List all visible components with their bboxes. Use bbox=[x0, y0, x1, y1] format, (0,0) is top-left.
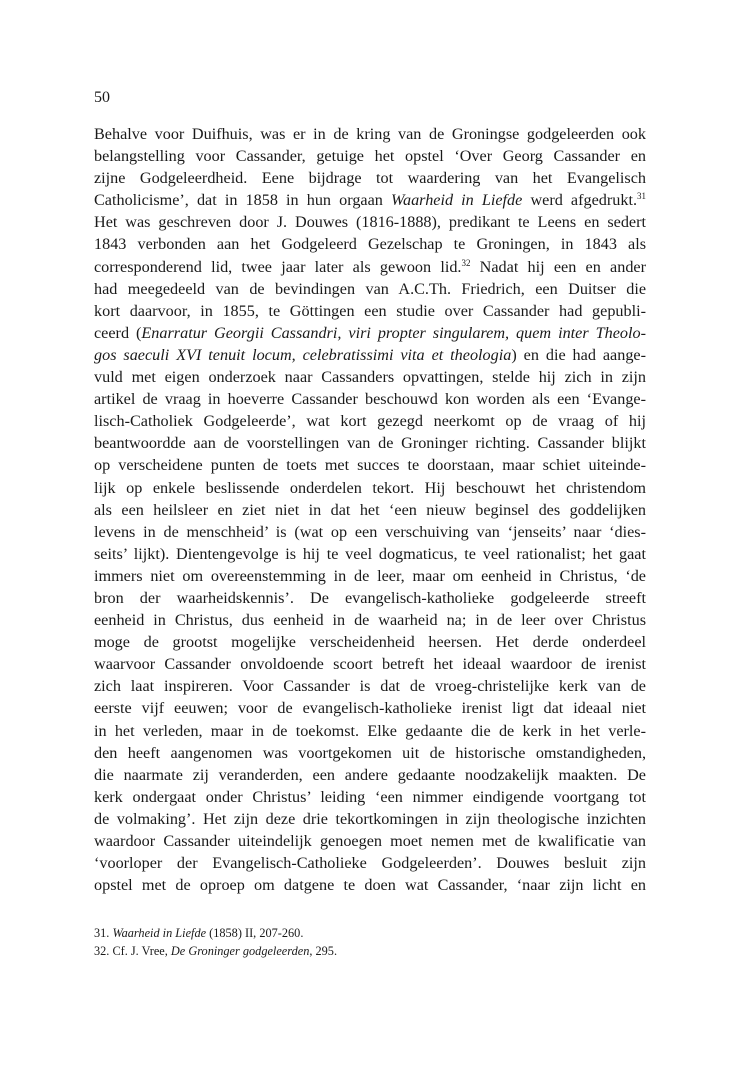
text-segment: (1858) II, 207-260. bbox=[206, 926, 304, 940]
text-line: die naarmate zij veranderden, een andere gedaante noodzakelijk maakten. De bbox=[94, 765, 646, 784]
text-line: den heeft aangenomen was voortgekomen uit de historische omstandigheden, bbox=[94, 743, 646, 762]
text-line bbox=[94, 256, 646, 278]
footnote bbox=[94, 943, 646, 961]
text-line: zijne Godgeleerdheid. Eene bijdrage tot waardering van het Evangelisch bbox=[94, 169, 646, 188]
footnote-number: 31. bbox=[94, 926, 113, 940]
body-text bbox=[94, 123, 646, 896]
text-line: de volmaking’. Het zijn deze drie tekortkomingen in zijn theologische inzichten bbox=[94, 809, 646, 828]
text-line: Behalve voor Duifhuis, was er in de kring van de Groningse godgeleerden ook bbox=[94, 125, 646, 143]
text-line: 1843 verbonden aan het Godgeleerd Gezelschap te Groningen, in 1843 als bbox=[94, 235, 646, 254]
text-segment: werd afgedrukt. bbox=[522, 191, 637, 210]
text-line: artikel de vraag in hoeverre Cassander beschouwd kon worden als een ‘Evange- bbox=[94, 390, 646, 409]
text-line: ‘voorloper der Evangelisch-Catholieke Godgeleerden’. Douwes besluit zijn bbox=[94, 854, 646, 873]
text-line: op verscheidene punten de toets met succes te doorstaan, maar schiet uiteinde- bbox=[94, 456, 646, 475]
footnote-reference: 32 bbox=[461, 257, 471, 268]
text-line: kerk ondergaat onder Christus’ leiding ‘een nimmer eindigende voortgang tot bbox=[94, 787, 646, 806]
text-line: immers niet om overeenstemming in de leer, maar om eenheid in Christus, ‘de bbox=[94, 566, 646, 585]
italic-title: gos saeculi XVI tenuit locum, celebratissimi vita et theologia bbox=[94, 345, 512, 364]
footnote-reference: 31 bbox=[637, 191, 646, 202]
text-line: seits’ lijkt). Dientengevolge is hij te veel dogmaticus, te veel rationalist; het gaat bbox=[94, 544, 646, 563]
text-line: vuld met eigen onderzoek naar Cassanders opvattingen, stelde hij zich in zijn bbox=[94, 368, 646, 387]
text-line: kort daarvoor, in 1855, te Göttingen een studie over Cassander had gepubli- bbox=[94, 301, 646, 320]
text-segment: Cf. J. Vree, bbox=[112, 943, 171, 958]
text-segment: corresponderend lid, twee jaar later als gewoon lid. bbox=[94, 257, 462, 276]
text-line: bron der waarheidskennis’. De evangelisch-katholieke godgeleerde streeft bbox=[94, 588, 646, 607]
text-line: lisch-Catholiek Godgeleerde’, wat kort gezegd neerkomt op de vraag of hij bbox=[94, 412, 646, 431]
italic-title: Enarratur Georgii Cassandri, viri propter singularem, quem inter Theolo- bbox=[141, 323, 646, 342]
italic-title: Waarheid in Liefde bbox=[391, 191, 523, 210]
text-line: moge de grootst mogelijke verscheidenheid heersen. Het derde onderdeel bbox=[94, 633, 646, 652]
text-line: eerste vijf eeuwen; voor de evangelisch-katholieke irenist ligt dat ideaal niet bbox=[94, 699, 646, 718]
text-line: belangstelling voor Cassander, getuige het opstel ‘Over Georg Cassander en bbox=[94, 147, 646, 166]
footnotes bbox=[94, 925, 646, 960]
text-line: lijk op enkele beslissende onderdelen tekort. Hij beschouwt het christendom bbox=[94, 478, 646, 497]
text-segment: ) en die had aange- bbox=[511, 345, 646, 364]
text-line: eenheid in Christus, dus eenheid in de waarheid na; in de leer over Christus bbox=[94, 611, 646, 630]
text-line bbox=[94, 344, 646, 366]
text-segment: ceerd ( bbox=[94, 323, 142, 342]
text-segment: Catholicisme’, dat in 1858 in hun orgaan bbox=[94, 191, 391, 210]
text-line bbox=[94, 189, 646, 211]
page-number: 50 bbox=[94, 89, 110, 106]
text-line bbox=[94, 322, 646, 344]
text-line: zich laat inspireren. Voor Cassander is dat de vroeg-christelijke kerk van de bbox=[94, 677, 646, 696]
text-line: levens in de menschheid’ is (wat op een verschuiving van ‘jenseits’ naar ‘dies- bbox=[94, 522, 646, 541]
text-line: in het verleden, maar in de toekomst. Elke gedaante die de kerk in het verle- bbox=[94, 721, 646, 740]
italic-title: Waarheid in Liefde bbox=[112, 926, 207, 940]
text-line: Het was geschreven door J. Douwes (1816-1888), predikant te Leens en sedert bbox=[94, 213, 646, 232]
text-segment: , 295. bbox=[309, 943, 338, 958]
footnote bbox=[94, 925, 646, 943]
text-line: beantwoordde aan de voorstellingen van de Groninger richting. Cassander blijkt bbox=[94, 434, 646, 453]
footnote-number: 32. bbox=[94, 943, 113, 958]
text-line: opstel met de oproep om datgene te doen wat Cassander, ‘naar zijn licht en bbox=[94, 876, 646, 895]
text-line: als een heilsleer en ziet niet in dat het ‘een nieuw beginsel des goddelijken bbox=[94, 500, 646, 519]
italic-title: De Groninger godgeleerden bbox=[170, 943, 310, 958]
text-line: had meegedeeld van de bevindingen van A.C.Th. Friedrich, een Duitser die bbox=[94, 279, 646, 298]
text-segment: Nadat hij een en ander bbox=[470, 257, 646, 276]
text-line: waarvoor Cassander onvoldoende scoort betreft het ideaal waardoor de irenist bbox=[94, 655, 646, 674]
text-line: waardoor Cassander uiteindelijk genoegen moet nemen met de kwalificatie van bbox=[94, 832, 646, 850]
